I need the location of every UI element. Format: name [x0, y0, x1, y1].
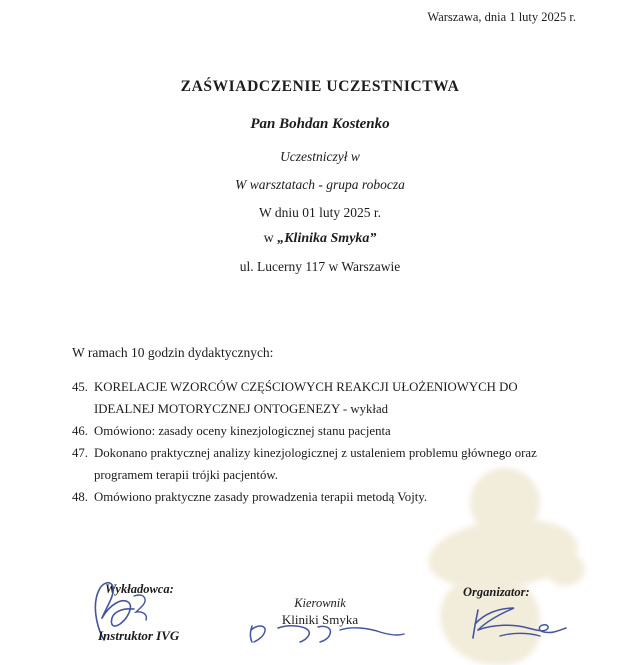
topic-text: KORELACJE WZORCÓW CZĘŚCIOWYCH REAKCJI UŁOŻENIOWYCH DO IDEALNEJ MOTORYCZNEJ ONTOGENEZY - wykład [94, 380, 518, 416]
topic-text: Omówiono praktyczne zasady prowadzenia terapii metodą Vojty. [94, 490, 428, 504]
manager-org: Kliniki Smyka [281, 612, 359, 627]
manager-signature-ink [248, 622, 408, 642]
event-date-line: W dniu 01 luty 2025 r. [258, 205, 381, 220]
topic-number: 48. [72, 490, 88, 504]
topic-list [72, 376, 577, 508]
topic-text: Omówiono: zasady oceny kinezjologicznej stanu pacjenta [94, 424, 391, 438]
manager-role: Kierownik [294, 596, 346, 610]
venue-line [0, 231, 640, 247]
topic-item [72, 442, 577, 486]
address-line: ul. Lucerny 117 w Warszawie [239, 259, 401, 274]
signature-area [0, 560, 640, 643]
topic-item [72, 376, 577, 420]
participant-name: Pan Bohdan Kostenko [250, 116, 390, 132]
participated-line: Uczestniczył w [280, 149, 360, 164]
certificate-title: ZAŚWIADCZENIE UCZESTNICTWA [180, 78, 460, 95]
topic-number: 47. [72, 446, 88, 460]
lecturer-label: Wykładowca: [105, 582, 174, 596]
topic-item [72, 420, 577, 442]
workshop-line: W warsztatach - grupa robocza [235, 177, 405, 192]
organizer-label: Organizator: [463, 585, 530, 599]
venue-prefix: w [263, 231, 278, 246]
venue-name: „Klinika Smyka” [277, 231, 377, 246]
place-and-date: Warszawa, dnia 1 luty 2025 r. [427, 10, 576, 24]
topic-item [72, 486, 577, 508]
topic-number: 45. [72, 380, 88, 394]
topic-number: 46. [72, 424, 88, 438]
hours-heading: W ramach 10 godzin dydaktycznych: [72, 345, 274, 360]
topic-text: Dokonano praktycznej analizy kinezjologicznej z ustaleniem problemu głównego oraz programem terapii trójki pacjentów. [94, 446, 537, 482]
organizer-signature-ink [470, 602, 570, 640]
lecturer-title: Instruktor IVG [98, 628, 180, 643]
